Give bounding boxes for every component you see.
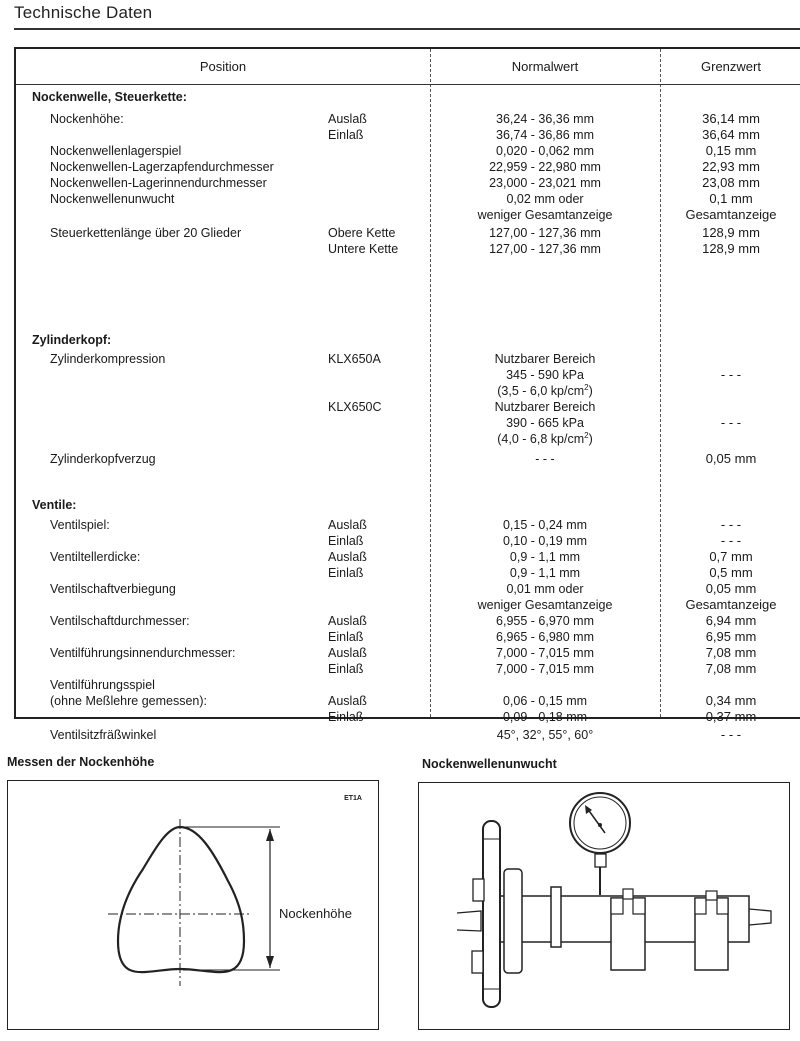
row-label: Nockenwellenunwucht [50, 192, 175, 206]
row-sublabel: Obere Kette [328, 226, 396, 240]
limit-value: - - - [720, 533, 742, 548]
table-row [16, 533, 800, 549]
limit-value: 22,93 mm [702, 159, 760, 174]
normal-value: 390 - 665 kPa [506, 416, 584, 430]
normal-value: 23,000 - 23,021 mm [489, 176, 601, 190]
row-label: Ventilführungsspiel [50, 678, 155, 692]
table-row [16, 367, 800, 383]
table-row [16, 581, 800, 597]
row-sublabel: Auslaß [328, 112, 367, 126]
table-row [16, 645, 800, 661]
row-sublabel: Auslaß [328, 694, 367, 708]
limit-value: - - - [720, 367, 742, 382]
limit-value: - - - [720, 727, 742, 742]
limit-value: 128,9 mm [702, 225, 760, 240]
arrow-down-icon [266, 956, 274, 968]
section-heading [16, 332, 800, 348]
limit-value: 0,34 mm [705, 693, 757, 708]
row-sublabel: Einlaß [328, 710, 364, 724]
table-row [16, 613, 800, 629]
normal-value: 36,74 - 36,86 mm [496, 128, 594, 142]
table-row [16, 431, 800, 447]
cam-lobe-outline [118, 827, 244, 972]
limit-value: 0,5 mm [709, 565, 753, 580]
figure-caption-runout: Nockenwellenunwucht [422, 757, 557, 771]
limit-value: Gesamtanzeige [685, 207, 777, 222]
row-sublabel: Einlaß [328, 630, 364, 644]
limit-value: 7,08 mm [705, 645, 757, 660]
page-title: Technische Daten [14, 3, 153, 22]
table-row [16, 175, 800, 191]
cam-lobe-tab [623, 889, 633, 899]
section-title: Zylinderkopf: [32, 333, 112, 347]
table-row [16, 415, 800, 431]
normal-value: weniger Gesamtanzeige [477, 598, 613, 612]
table-row [16, 451, 800, 467]
cam-lobe-cap [611, 898, 623, 914]
row-sublabel: Einlaß [328, 662, 364, 676]
spec-table [14, 47, 800, 742]
normal-value: 0,020 - 0,062 mm [496, 144, 594, 158]
normal-value-tail: ) [588, 384, 593, 398]
limit-value: Gesamtanzeige [685, 597, 777, 612]
normal-value: 6,965 - 6,980 mm [496, 630, 594, 644]
row-sublabel: Einlaß [328, 566, 364, 580]
row-sublabel: KLX650C [328, 400, 382, 414]
normal-value: - - - [535, 452, 555, 466]
sprocket-bolt [472, 951, 483, 973]
cam-lobe-cap [695, 898, 706, 914]
table-row [16, 207, 800, 223]
row-sublabel: Auslaß [328, 614, 367, 628]
table-row [16, 693, 800, 709]
table-row [16, 565, 800, 581]
row-label: Nockenwellen-Lagerinnendurchmesser [50, 176, 267, 190]
row-label: Nockenwellenlagerspiel [50, 144, 182, 158]
normal-value: 0,10 - 0,19 mm [502, 534, 588, 548]
limit-value: 6,95 mm [705, 629, 757, 644]
row-sublabel: Auslaß [328, 550, 367, 564]
table-row [16, 661, 800, 677]
normal-value: 7,000 - 7,015 mm [496, 646, 594, 660]
section-heading [16, 89, 800, 105]
section-title: Ventile: [32, 498, 77, 512]
figure-cam-height [7, 780, 379, 1030]
table-row [16, 709, 800, 725]
normal-value: Nutzbarer Bereich [494, 400, 596, 414]
row-sublabel: Einlaß [328, 128, 364, 142]
table-row [16, 727, 800, 743]
table-row [16, 677, 800, 693]
figure-code: ET1A [344, 795, 362, 802]
row-sublabel: KLX650A [328, 352, 381, 366]
normal-value: 0,9 - 1,1 mm [509, 566, 581, 580]
table-row [16, 225, 800, 241]
row-label: Zylinderkopfverzug [50, 452, 156, 466]
shaft-right-end [749, 909, 771, 925]
table-row [16, 549, 800, 565]
normal-value: 22,959 - 22,980 mm [489, 160, 601, 174]
normal-value [430, 431, 660, 447]
row-label: Ventiltellerdicke: [50, 550, 141, 564]
limit-value: 23,08 mm [702, 175, 760, 190]
sprocket-bolt [473, 879, 484, 901]
row-sublabel: Einlaß [328, 534, 364, 548]
row-sublabel: Auslaß [328, 518, 367, 532]
normal-value-text: (3,5 - 6,0 kp/cm [497, 384, 585, 398]
row-sublabel: Untere Kette [328, 242, 399, 256]
limit-value: 7,08 mm [705, 661, 757, 676]
cam-lobe-cap [633, 898, 645, 914]
limit-value: 0,05 mm [705, 581, 757, 596]
limit-value: 0,1 mm [709, 191, 753, 206]
limit-value: 36,14 mm [702, 111, 760, 126]
table-row [16, 191, 800, 207]
cam-height-label: Nockenhöhe [279, 906, 352, 921]
limit-value: 0,05 mm [705, 451, 757, 466]
normal-value: 345 - 590 kPa [506, 368, 584, 382]
table-row [16, 383, 800, 399]
superscript: 2 [584, 430, 589, 440]
normal-value: 0,02 mm oder [506, 192, 584, 206]
section-title: Nockenwelle, Steuerkette: [32, 90, 187, 104]
row-label: Steuerkettenlänge über 20 Glieder [50, 226, 242, 240]
normal-value: 45°, 32°, 55°, 60° [496, 728, 594, 742]
camshaft-runout-drawing [419, 783, 791, 1031]
normal-value: 36,24 - 36,36 mm [496, 112, 594, 126]
table-row [16, 629, 800, 645]
gauge-stem [595, 854, 606, 867]
shaft-left-end [457, 911, 481, 931]
normal-value: 0,9 - 1,1 mm [509, 550, 581, 564]
normal-value: Nutzbarer Bereich [494, 352, 596, 366]
header-grenzwert: Grenzwert [701, 59, 761, 74]
superscript: 2 [584, 382, 589, 392]
table-header [16, 49, 800, 85]
row-label: Zylinderkompression [50, 352, 166, 366]
cam-lobe-tab [706, 891, 717, 900]
normal-value: 0,15 - 0,24 mm [502, 518, 588, 532]
header-position: Position [199, 59, 247, 74]
table-row [16, 241, 800, 257]
row-sublabel: Auslaß [328, 646, 367, 660]
limit-value: 0,7 mm [709, 549, 753, 564]
section-heading [16, 497, 800, 513]
limit-value: 36,64 mm [702, 127, 760, 142]
normal-value: 0,01 mm oder [506, 582, 584, 596]
limit-value: 6,94 mm [705, 613, 757, 628]
table-row [16, 127, 800, 143]
limit-value: 128,9 mm [702, 241, 760, 256]
row-label: Nockenwellen-Lagerzapfendurchmesser [50, 160, 274, 174]
normal-value: 127,00 - 127,36 mm [489, 242, 601, 256]
row-label: Ventilschaftverbiegung [50, 582, 176, 596]
table-row [16, 143, 800, 159]
table-row [16, 399, 800, 415]
limit-value: 0,37 mm [705, 709, 757, 724]
normal-value-text: (4,0 - 6,8 kp/cm [497, 432, 585, 446]
normal-value: 0,06 - 0,15 mm [502, 694, 588, 708]
table-row [16, 351, 800, 367]
limit-value: 0,15 mm [705, 143, 757, 158]
header-normalwert: Normalwert [511, 59, 579, 74]
normal-value: 0,09 - 0,18 mm [502, 710, 588, 724]
limit-value: - - - [720, 415, 742, 430]
sprocket-hub [504, 869, 522, 973]
table-row [16, 597, 800, 613]
normal-value: 127,00 - 127,36 mm [489, 226, 601, 240]
row-label: Ventilsitzfräßwinkel [50, 728, 157, 742]
normal-value: 7,000 - 7,015 mm [496, 662, 594, 676]
journal-collar [551, 887, 561, 947]
figure-caption-cam-height: Messen der Nockenhöhe [7, 755, 155, 769]
figure-runout [418, 782, 790, 1030]
row-label: Ventilschaftdurchmesser: [50, 614, 190, 628]
row-label: Ventilführungsinnendurchmesser: [50, 646, 236, 660]
limit-value: - - - [720, 517, 742, 532]
row-label: Nockenhöhe: [50, 112, 124, 126]
arrow-up-icon [266, 829, 274, 841]
sprocket [483, 821, 500, 1007]
title-rule [14, 28, 800, 30]
row-label: Ventilspiel: [50, 518, 110, 532]
cam-lobe-cap [717, 898, 728, 914]
normal-value [430, 383, 660, 399]
table-row [16, 111, 800, 127]
normal-value: 6,955 - 6,970 mm [496, 614, 594, 628]
table-row [16, 517, 800, 533]
normal-value: weniger Gesamtanzeige [477, 208, 613, 222]
row-label: (ohne Meßlehre gemessen): [50, 694, 208, 708]
normal-value-tail: ) [588, 432, 593, 446]
table-row [16, 159, 800, 175]
